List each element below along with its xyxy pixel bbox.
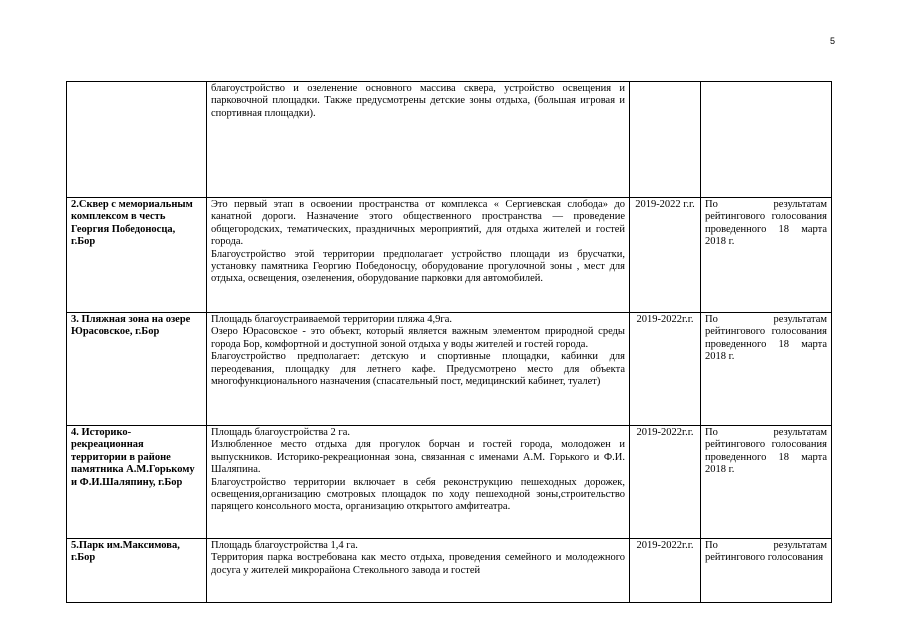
project-name-cell [67,82,207,198]
project-description-cell [207,539,630,603]
table-row [67,198,832,313]
description-paragraph: Это первый этап в освоении пространства от комплекса « Сергиевская слобода» до канатной дороги. Назначение этого общественного пространства — проведение общегородских, тематических, праздничных мероприятий, для отдыха жителей и гостей города. [211,199,625,248]
basis-cell: По результатам рейтингового голосования [701,539,832,603]
project-name-cell: 3. Пляжная зона на озере Юрасовское, г.Бор [67,313,207,426]
project-description-cell [207,426,630,539]
basis-cell: По результатам рейтингового голосования проведенного 18 марта 2018 г. [701,313,832,426]
description-paragraph: Площадь благоустройства 1,4 га. [211,540,358,551]
description-paragraph: Площадь благоустраиваемой территории пляжа 4,9га. [211,314,453,325]
description-paragraph: благоустройство и озеленение основного массива сквера, устройство освещения и парковочной площадки. Также предусмотрены детские зоны отдыха, (большая игровая и спортивная площадки). [211,83,625,119]
period-cell: 2019-2022г.г. [630,313,701,426]
description-paragraph: Благоустройство предполагает: детскую и спортивные площадки, кабинки для переодевания, площадку для летнего кафе. Предусмотрено место для объекта многофункционального назначения (спасательный пост, медицинский кабинет, туалет) [211,351,625,388]
description-paragraph: Благоустройство этой территории предполагает устройство площади из брусчатки, установку памятника Георгию Победоносцу, оборудование прогулочной зоны , мест для отдыха, освещения, озеленения, оборудование парковки для автомобилей. [211,248,625,285]
period-cell [630,82,701,198]
description-paragraph: Излюбленное место отдыха для прогулок борчан и гостей города, молодожен и выпускников. Историко-рекреационная зона, связанная с именами А.М. Горького и Ф.И. Шаляпина. [211,439,625,476]
table-row [67,313,832,426]
basis-cell [701,82,832,198]
page-number: 5 [830,36,836,46]
project-name-cell: 4. Историко-рекреационная территории в районе памятника А.М.Горькому и Ф.И.Шаляпину, г.Бор [67,426,207,539]
project-name-cell: 5.Парк им.Максимова, г.Бор [67,539,207,603]
period-cell: 2019-2022 г.г. [630,198,701,313]
project-description-cell [207,82,630,198]
period-cell: 2019-2022г.г. [630,539,701,603]
description-paragraph: Площадь благоустройства 2 га. [211,427,351,438]
basis-cell: По результатам рейтингового голосования проведенного 18 марта 2018 г. [701,198,832,313]
projects-table [66,81,832,603]
period-cell: 2019-2022г.г. [630,426,701,539]
table-row [67,82,832,198]
project-name-cell: 2.Сквер с мемориальным комплексом в честь Георгия Победоносца, г.Бор [67,198,207,313]
description-paragraph: Благоустройство территории включает в себя реконструкцию пешеходных дорожек, освещения,организацию смотровых площадок по ходу пешеходной зоны,строительство парящего консольного моста, организацию открытого амфитеатра. [211,476,625,513]
table-row [67,539,832,603]
basis-cell: По результатам рейтингового голосования проведенного 18 марта 2018 г. [701,426,832,539]
project-description-cell [207,198,630,313]
project-description-cell [207,313,630,426]
description-paragraph: Озеро Юрасовское - это объект, который является важным элементом природной среды города Бор, комфортной и доступной зоной отдыха у воды жителей и гостей города. [211,326,625,350]
table-row [67,426,832,539]
description-paragraph: Территория парка востребована как место отдыха, проведения семейного и молодежного досуга у жителей микрорайона Стекольного завода и гостей [211,552,625,576]
